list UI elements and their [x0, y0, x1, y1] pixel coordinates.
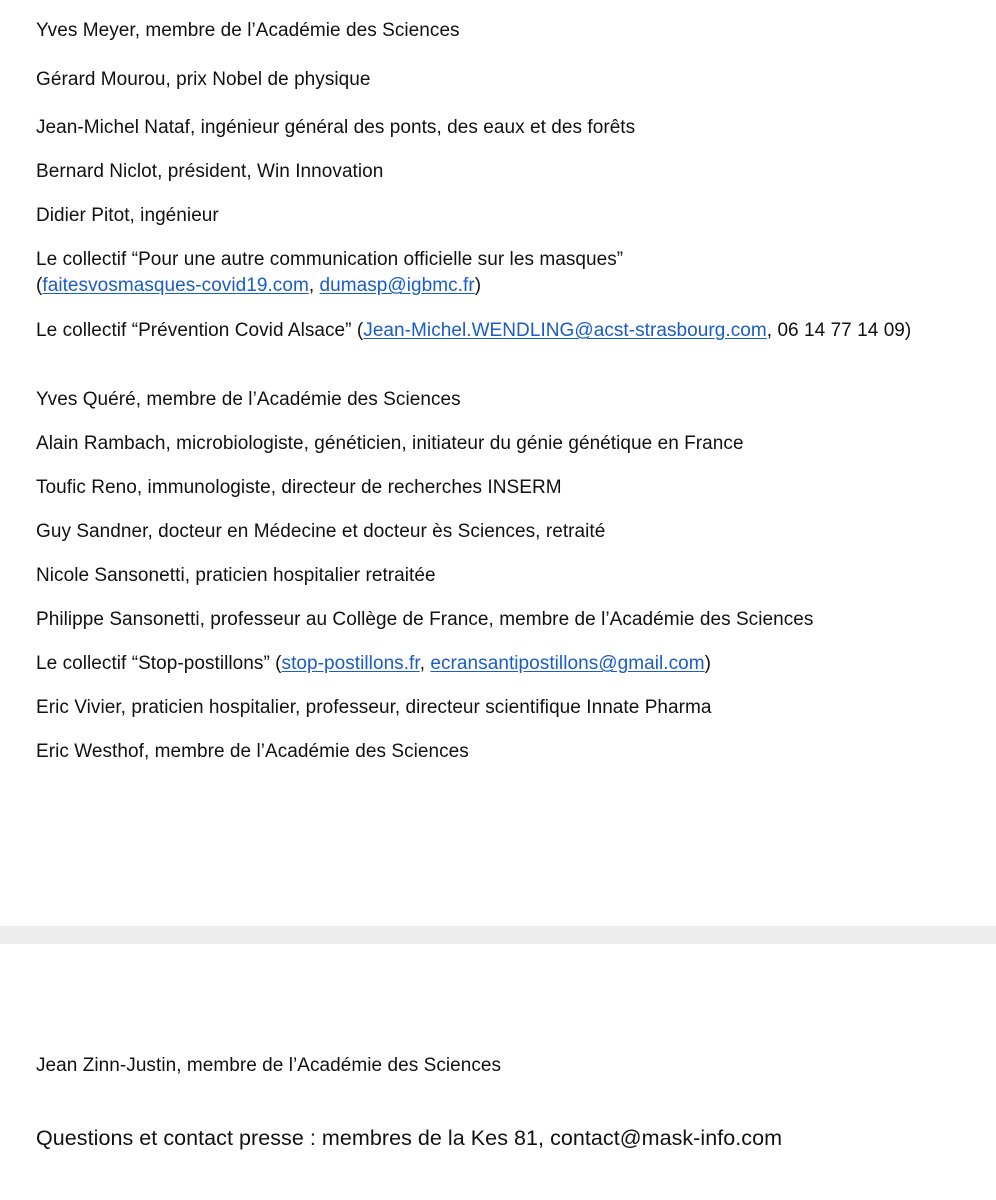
- signatory-line: Yves Quéré, membre de l’Académie des Sciences: [36, 389, 461, 410]
- collectif-stop-line: [36, 652, 711, 676]
- collectif-alsace-title: Le collectif “Prévention Covid Alsace” (: [36, 320, 364, 341]
- signatory-line: Didier Pitot, ingénieur: [36, 205, 219, 226]
- signatory-line: Toufic Reno, immunologiste, directeur de recherches INSERM: [36, 477, 562, 498]
- document-page-2: [0, 944, 996, 1200]
- signatory-line: Eric Westhof, membre de l’Académie des Sciences: [36, 741, 469, 762]
- signatory-line: Gérard Mourou, prix Nobel de physique: [36, 69, 371, 90]
- ecransantipostillons-email-link[interactable]: ecransantipostillons@gmail.com: [430, 653, 705, 674]
- signatory-line: Philippe Sansonetti, professeur au Collège de France, membre de l’Académie des Sciences: [36, 609, 814, 630]
- signatory-line: Bernard Niclot, président, Win Innovation: [36, 161, 384, 182]
- separator: ,: [419, 653, 431, 674]
- faitesvosmasques-link[interactable]: faitesvosmasques-covid19.com: [42, 275, 309, 296]
- signatory-line: Alain Rambach, microbiologiste, généticien, initiateur du génie génétique en France: [36, 433, 744, 454]
- paren-close: ): [704, 653, 712, 674]
- signatory-line: Nicole Sansonetti, praticien hospitalier retraitée: [36, 565, 436, 586]
- signatory-line: Yves Meyer, membre de l’Académie des Sciences: [36, 20, 460, 41]
- separator: ,: [308, 275, 320, 296]
- collectif-stop-title: Le collectif “Stop-postillons” (: [36, 653, 282, 674]
- dumasp-email-link[interactable]: dumasp@igbmc.fr: [319, 275, 475, 296]
- signatory-line: Jean Zinn-Justin, membre de l’Académie des Sciences: [36, 1055, 502, 1076]
- wendling-email-link[interactable]: Jean-Michel.WENDLING@acst-strasbourg.com: [363, 320, 767, 341]
- paren-close: ): [474, 275, 482, 296]
- signatory-line: Guy Sandner, docteur en Médecine et docteur ès Sciences, retraité: [36, 521, 606, 542]
- signatory-line: Jean-Michel Nataf, ingénieur général des ponts, des eaux et des forêts: [36, 117, 636, 138]
- stop-postillons-link[interactable]: stop-postillons.fr: [281, 653, 420, 674]
- press-contact: Questions et contact presse : membres de la Kes 81, contact@mask-info.com: [36, 1126, 783, 1150]
- collectif-alsace-line: [36, 319, 941, 343]
- collectif-alsace-phone: , 06 14 77 14 09): [766, 320, 912, 341]
- page-separator: [0, 926, 996, 944]
- signatory-line: Eric Vivier, praticien hospitalier, professeur, directeur scientifique Innate Pharma: [36, 697, 712, 718]
- collectif-masques-title: Le collectif “Pour une autre communication officielle sur les masques”: [36, 249, 624, 270]
- paren-open: (: [36, 275, 43, 296]
- collectif-masques-links: [36, 274, 481, 298]
